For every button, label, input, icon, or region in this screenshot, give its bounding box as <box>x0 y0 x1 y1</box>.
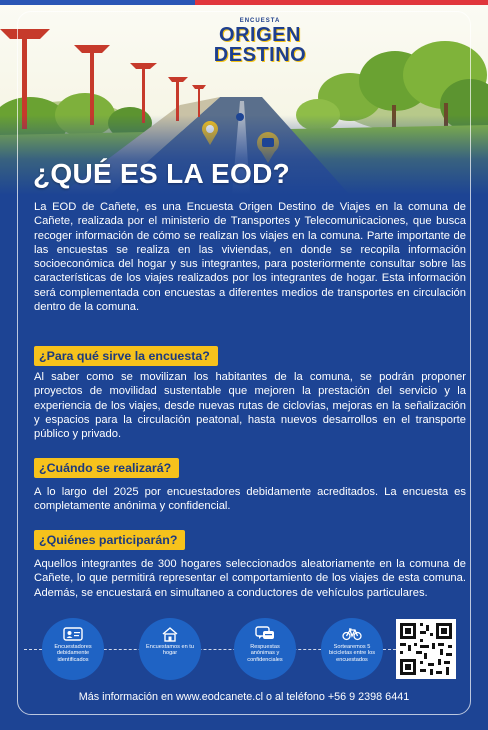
feature-text: Sortearemos 5 bicicletas entre los encuestados <box>328 644 375 663</box>
bicycle-icon <box>342 626 362 642</box>
section-heading-who: ¿Quiénes participarán? <box>34 530 185 550</box>
section-heading-when: ¿Cuándo se realizará? <box>34 458 179 478</box>
feature-text: Respuestas anónimas y confidenciales <box>247 644 283 663</box>
feature-bicycle-raffle <box>321 618 383 680</box>
logo-small-text: ENCUESTA <box>239 18 281 24</box>
eod-logo <box>205 18 315 74</box>
section-body-when: A lo largo del 2025 por encuestadores debidamente acreditados. La encuesta es completamente anónima y confidencial. <box>34 486 466 513</box>
qr-code-graphic <box>396 619 456 679</box>
feature-text: Encuestadores debidamente identificados <box>54 644 92 663</box>
feature-anonymous <box>234 618 296 680</box>
section-heading-purpose: ¿Para qué sirve la encuesta? <box>34 346 218 366</box>
feature-identified-surveyors <box>42 618 104 680</box>
id-card-icon <box>63 626 83 642</box>
logo-line-destino: DESTINO <box>213 44 307 66</box>
feature-text: Encuestamos en tu hogar <box>146 644 194 657</box>
contact-footer: Más información en www.eodcanete.cl o al teléfono +56 9 2398 6441 <box>78 691 410 703</box>
intro-paragraph: La EOD de Cañete, es una Encuesta Origen Destino de Viajes en la comuna de Cañete, realizada por el ministerio de Transportes y Telecomunicaciones, que busca recoger información de cómo se realizan los viajes en la comuna. Parte importante de las encuestas se realiza en las viviendas, en donde se recopila información socioeconómica del hogar y sus integrantes, para posteriormente consultar sobre las características de los viajes realizados por los integrantes de hogar. Esta información será complementada con encuestas a diferentes medios de transportes en circulación dentro de la comuna. <box>34 201 466 314</box>
section-body-purpose: Al saber como se movilizan los habitantes de la comuna, se podrán proponer proyectos de movilidad sustentable que mejoren la prestación del servicio y la experiencia de los viajes, desde nuevas rutas de ciclovías, mejoras en la señalización y espacios para la circulación peatonal, hasta nuevos desarrollos en el transporte público y privado. <box>34 371 466 441</box>
section-body-who: Aquellos integrantes de 300 hogares seleccionados aleatoriamente en la comuna de Cañete, lo que permitirá representar el comportamiento de los viajes de esta comuna. Además, se encuestará en simultaneo a conductores de vehículos particulares. <box>34 558 466 599</box>
logo-line-origen: ORIGEN <box>219 24 301 46</box>
house-icon <box>160 626 180 642</box>
page-title: ¿QUÉ ES LA EOD? <box>33 158 291 189</box>
qr-code[interactable] <box>396 619 456 679</box>
chat-icon <box>255 626 275 642</box>
feature-at-home <box>139 618 201 680</box>
